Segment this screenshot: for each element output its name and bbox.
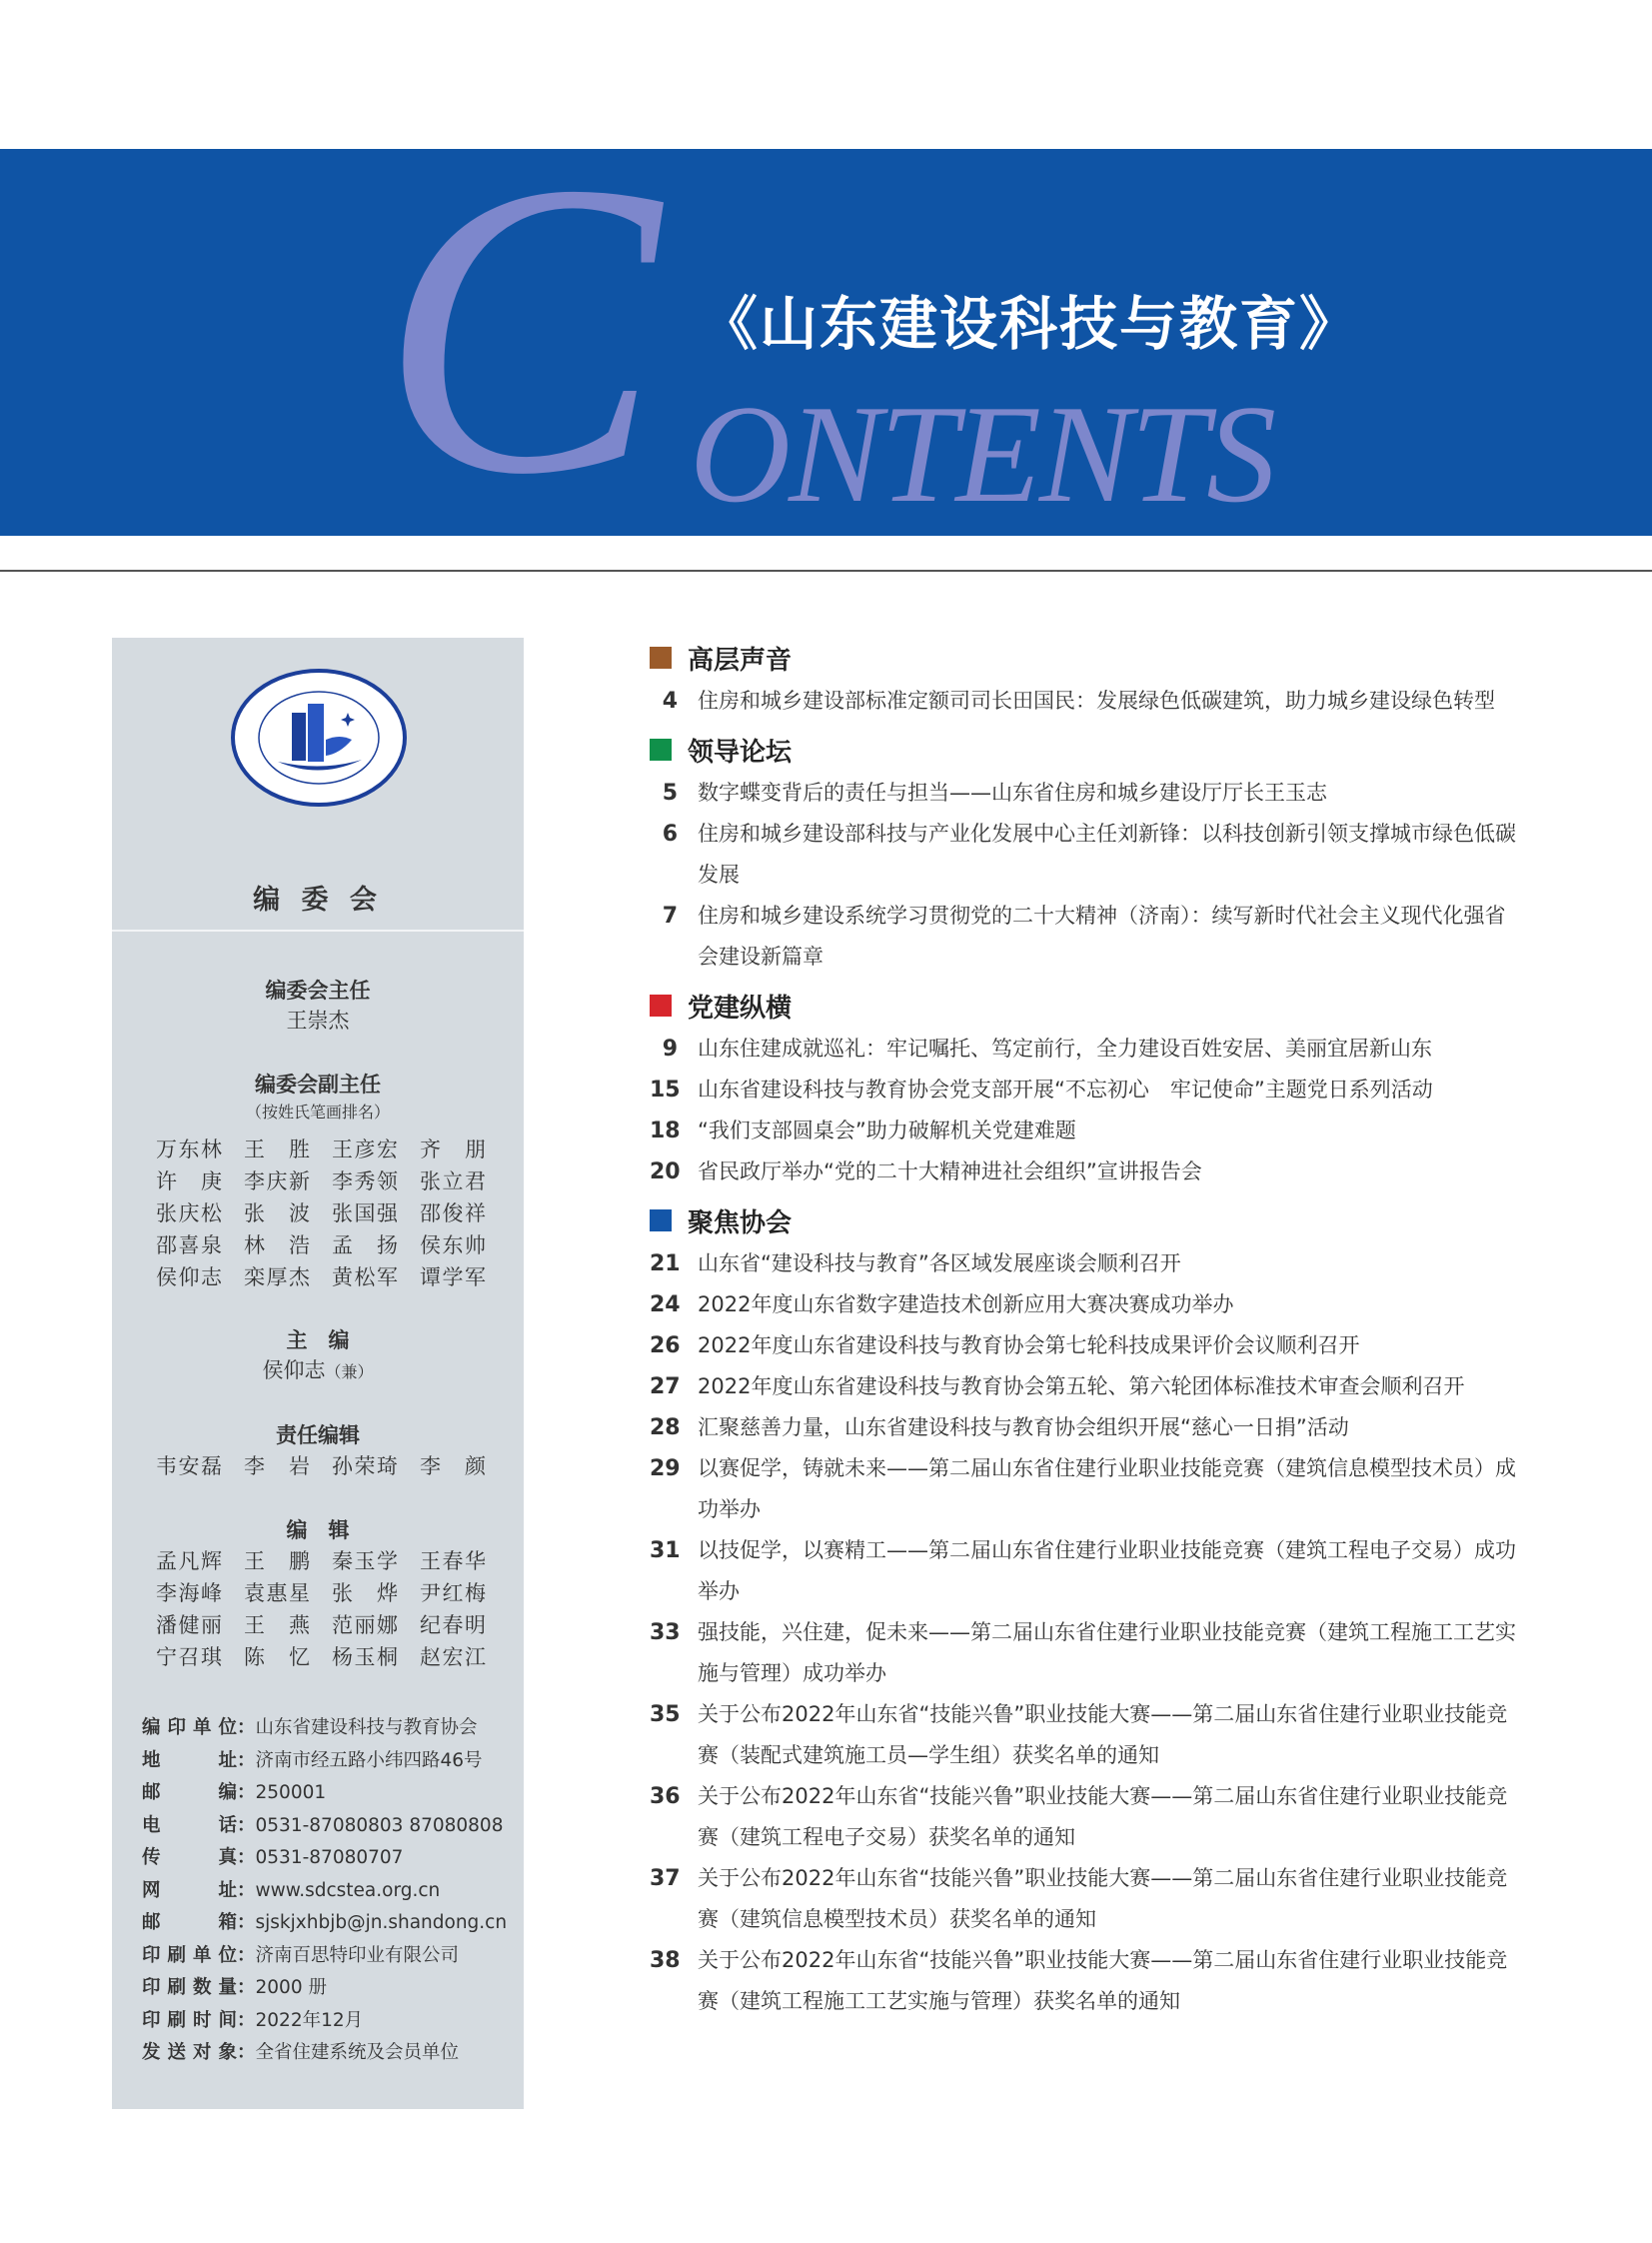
person-name: 秦玉学 <box>332 1549 398 1573</box>
person-name: 孟 扬 <box>332 1233 398 1257</box>
toc-entry[interactable] <box>650 1243 1529 1284</box>
toc-entry[interactable] <box>650 1366 1529 1407</box>
contents-banner <box>0 149 1652 536</box>
toc-entry[interactable] <box>650 1070 1529 1111</box>
info-label: 网址 <box>142 1879 237 1901</box>
info-colon: ： <box>237 1847 256 1868</box>
person-name: 李 颜 <box>420 1454 486 1478</box>
vice-note: （按姓氏笔画排名） <box>245 1103 390 1122</box>
category-title: 高层声音 <box>688 645 793 676</box>
publication-info <box>142 1712 507 2070</box>
entry-title: 以技促学，以赛精工——第二届山东省住建行业职业技能竞赛（建筑工程电子交易）成功举办 <box>698 1538 1516 1603</box>
page-number: 9 <box>662 1037 678 1062</box>
info-value: www.sdcstea.org.cn <box>255 1879 441 1901</box>
info-row <box>142 1712 507 1745</box>
name-row <box>156 1609 486 1641</box>
name-row <box>156 1197 486 1229</box>
toc-entry[interactable] <box>650 681 1529 722</box>
entry-title: 关于公布2022年山东省“技能兴鲁”职业技能大赛——第二届山东省住建行业职业技能竞赛（建筑工程施工工艺实施与管理）获奖名单的通知 <box>698 1948 1508 2013</box>
entry-title: 住房和城乡建设部标准定额司司长田国民：发展绿色低碳建筑，助力城乡建设绿色转型 <box>698 689 1495 713</box>
name-row <box>156 1261 486 1293</box>
vice-heading: 编委会副主任 <box>255 1073 381 1097</box>
contents-big-letter: C <box>380 149 661 536</box>
info-row <box>142 1940 507 1973</box>
info-value: 济南市经五路小纬四路46号 <box>255 1749 483 1771</box>
person-name: 黄松军 <box>332 1265 398 1289</box>
person-name: 王 燕 <box>244 1613 310 1637</box>
entry-title: 山东省“建设科技与教育”各区域发展座谈会顺利召开 <box>698 1251 1181 1275</box>
person-name: 韦安磊 <box>156 1454 222 1478</box>
panel-divider <box>112 930 524 932</box>
info-row <box>142 2037 507 2070</box>
page-number: 5 <box>662 781 678 806</box>
info-colon: ： <box>237 1749 256 1771</box>
info-colon: ： <box>237 1912 256 1933</box>
page-number: 27 <box>650 1374 681 1399</box>
person-name: 孙荣琦 <box>332 1454 398 1478</box>
page-number: 33 <box>650 1620 681 1645</box>
page-number: 24 <box>650 1292 681 1317</box>
person-name: 栾厚杰 <box>244 1265 310 1289</box>
person-name: 纪春明 <box>420 1613 486 1637</box>
magazine-title: 《山东建设科技与教育》 <box>700 290 1360 358</box>
person-name: 张 波 <box>244 1201 310 1225</box>
toc-category <box>650 638 1529 678</box>
person-name: 张立君 <box>420 1169 486 1193</box>
person-name: 陈 忆 <box>244 1645 310 1669</box>
person-name: 李海峰 <box>156 1581 222 1605</box>
info-value: 0531-87080707 <box>255 1847 404 1868</box>
toc-entry[interactable] <box>650 1111 1529 1151</box>
toc-entry[interactable] <box>650 1530 1529 1612</box>
person-name: 张国强 <box>332 1201 398 1225</box>
info-colon: ： <box>237 2009 256 2031</box>
page-number: 18 <box>650 1119 681 1143</box>
entry-title: 关于公布2022年山东省“技能兴鲁”职业技能大赛——第二届山东省住建行业职业技能竞赛（建筑工程电子交易）获奖名单的通知 <box>698 1784 1508 1849</box>
page-number: 35 <box>650 1702 681 1727</box>
toc-entry[interactable] <box>650 1325 1529 1366</box>
editorial-board-panel <box>112 638 524 2109</box>
info-colon: ： <box>237 1879 256 1901</box>
info-value: 2000 册 <box>255 1977 327 1998</box>
entry-title: 以赛促学，铸就未来——第二届山东省住建行业职业技能竞赛（建筑信息模型技术员）成功举办 <box>698 1456 1516 1521</box>
entry-title: 汇聚慈善力量，山东省建设科技与教育协会组织开展“慈心一日捐”活动 <box>698 1415 1349 1439</box>
editors-heading: 编 辑 <box>286 1518 350 1542</box>
page-number: 26 <box>650 1333 681 1358</box>
info-label: 邮编 <box>142 1782 237 1803</box>
name-row <box>156 1165 486 1197</box>
info-row <box>142 1777 507 1810</box>
category-title: 聚焦协会 <box>688 1207 793 1238</box>
contents-word: ONTENTS <box>690 377 1275 532</box>
director-heading: 编委会主任 <box>265 979 371 1003</box>
entry-title: 数字蝶变背后的责任与担当——山东省住房和城乡建设厅厅长王玉志 <box>698 781 1327 805</box>
person-name: 孟凡辉 <box>156 1549 222 1573</box>
board-title: 编 委 会 <box>253 885 383 916</box>
page-number: 20 <box>650 1159 681 1184</box>
person-name: 侯仰志 <box>156 1265 222 1289</box>
page-number: 37 <box>650 1866 681 1891</box>
info-value: 0531-87080803 87080808 <box>255 1814 504 1836</box>
page-number: 4 <box>662 689 678 714</box>
toc-entry[interactable] <box>650 1407 1529 1448</box>
editors-section <box>112 1515 524 1545</box>
name-row <box>156 1133 486 1165</box>
toc-entry[interactable] <box>650 1858 1529 1940</box>
entry-title: 省民政厅举办“党的二十大精神进社会组织”宣讲报告会 <box>698 1159 1202 1183</box>
divider <box>0 570 1652 572</box>
info-value: 2022年12月 <box>255 2009 364 2031</box>
toc-entry[interactable] <box>650 1776 1529 1858</box>
info-value: 全省住建系统及会员单位 <box>255 2042 460 2063</box>
person-name: 许 庚 <box>156 1169 222 1193</box>
info-label: 印刷时间 <box>142 2009 237 2031</box>
person-name: 潘健丽 <box>156 1613 222 1637</box>
category-square-icon <box>650 739 672 761</box>
entry-title: 住房和城乡建设部科技与产业化发展中心主任刘新锋：以科技创新引领支撑城市绿色低碳发展 <box>698 822 1516 887</box>
toc-category <box>650 1200 1529 1240</box>
category-title: 党建纵横 <box>688 993 793 1024</box>
info-row <box>142 1875 507 1908</box>
info-label: 邮箱 <box>142 1912 237 1933</box>
chief-suffix: （兼） <box>325 1362 374 1381</box>
info-label: 编印单位 <box>142 1717 237 1738</box>
toc-entry[interactable] <box>650 814 1529 896</box>
person-name: 齐 朋 <box>420 1137 486 1161</box>
person-name: 邵俊祥 <box>420 1201 486 1225</box>
person-name: 李秀领 <box>332 1169 398 1193</box>
resp-heading: 责任编辑 <box>276 1423 360 1447</box>
resp-section <box>112 1420 524 1450</box>
name-row <box>156 1229 486 1261</box>
person-name: 杨玉桐 <box>332 1645 398 1669</box>
page-number: 7 <box>662 904 678 929</box>
vice-names <box>156 1133 486 1293</box>
person-name: 万东林 <box>156 1137 222 1161</box>
info-value: sjskjxhbjb@jn.shandong.cn <box>255 1912 508 1933</box>
info-colon: ： <box>237 1944 256 1966</box>
category-title: 领导论坛 <box>688 737 793 768</box>
page-number: 21 <box>650 1251 681 1276</box>
info-label: 电话 <box>142 1814 237 1836</box>
entry-title: 2022年度山东省数字建造技术创新应用大赛决赛成功举办 <box>698 1292 1234 1316</box>
entry-title: 2022年度山东省建设科技与教育协会第五轮、第六轮团体标准技术审查会顺利召开 <box>698 1374 1465 1398</box>
toc-entry[interactable] <box>650 773 1529 814</box>
vice-section <box>112 1070 524 1125</box>
page-number: 38 <box>650 1948 681 1973</box>
toc-entry[interactable] <box>650 1694 1529 1776</box>
person-name: 范丽娜 <box>332 1613 398 1637</box>
info-value: 250001 <box>255 1782 327 1803</box>
toc-entry[interactable] <box>650 1284 1529 1325</box>
name-row <box>156 1450 486 1482</box>
entry-title: 2022年度山东省建设科技与教育协会第七轮科技成果评价会议顺利召开 <box>698 1333 1360 1357</box>
person-name: 张庆松 <box>156 1201 222 1225</box>
info-label: 印刷数量 <box>142 1977 237 1998</box>
entry-title: “我们支部圆桌会”助力破解机关党建难题 <box>698 1119 1076 1142</box>
toc-entry[interactable] <box>650 1029 1529 1070</box>
person-name: 李 岩 <box>244 1454 310 1478</box>
table-of-contents <box>650 638 1529 2022</box>
person-name: 侯东帅 <box>420 1233 486 1257</box>
category-square-icon <box>650 995 672 1017</box>
person-name: 袁惠星 <box>244 1581 310 1605</box>
entry-title: 关于公布2022年山东省“技能兴鲁”职业技能大赛——第二届山东省住建行业职业技能竞赛（装配式建筑施工员—学生组）获奖名单的通知 <box>698 1702 1508 1767</box>
director-section <box>112 976 524 1036</box>
toc-category <box>650 986 1529 1026</box>
association-logo <box>230 668 408 808</box>
info-colon: ： <box>237 1977 256 1998</box>
entry-title: 住房和城乡建设系统学习贯彻党的二十大精神（济南）：续写新时代社会主义现代化强省会建设新篇章 <box>698 904 1506 969</box>
page-number: 6 <box>662 822 678 847</box>
category-square-icon <box>650 647 672 669</box>
person-name: 王春华 <box>420 1549 486 1573</box>
person-name: 谭学军 <box>420 1265 486 1289</box>
info-label: 印刷单位 <box>142 1944 237 1966</box>
info-colon: ： <box>237 1814 256 1836</box>
info-row <box>142 1907 507 1940</box>
person-name: 林 浩 <box>244 1233 310 1257</box>
toc-category <box>650 730 1529 770</box>
person-name: 张 烨 <box>332 1581 398 1605</box>
toc-entry[interactable] <box>650 1940 1529 2022</box>
person-name: 赵宏江 <box>420 1645 486 1669</box>
entry-title: 强技能，兴住建，促未来——第二届山东省住建行业职业技能竞赛（建筑工程施工工艺实施与管理）成功举办 <box>698 1620 1516 1685</box>
info-value: 山东省建设科技与教育协会 <box>255 1717 478 1738</box>
person-name: 宁召琪 <box>156 1645 222 1669</box>
name-row <box>156 1577 486 1609</box>
toc-entry[interactable] <box>650 1151 1529 1192</box>
info-row <box>142 1745 507 1778</box>
name-row <box>156 1545 486 1577</box>
entry-title: 山东住建成就巡礼：牢记嘱托、笃定前行，全力建设百姓安居、美丽宜居新山东 <box>698 1037 1432 1061</box>
person-name: 邵喜泉 <box>156 1233 222 1257</box>
toc-entry[interactable] <box>650 1448 1529 1530</box>
toc-entry[interactable] <box>650 896 1529 978</box>
info-label: 传真 <box>142 1847 237 1868</box>
info-colon: ： <box>237 1782 256 1803</box>
entry-title: 关于公布2022年山东省“技能兴鲁”职业技能大赛——第二届山东省住建行业职业技能竞赛（建筑信息模型技术员）获奖名单的通知 <box>698 1866 1508 1931</box>
entry-title: 山东省建设科技与教育协会党支部开展“不忘初心 牢记使命”主题党日系列活动 <box>698 1078 1433 1102</box>
category-square-icon <box>650 1209 672 1231</box>
info-colon: ： <box>237 2042 256 2063</box>
chief-name: 侯仰志 <box>262 1358 326 1382</box>
info-row <box>142 1810 507 1843</box>
page-number: 15 <box>650 1078 681 1103</box>
chief-heading: 主 编 <box>286 1328 350 1352</box>
info-row <box>142 2005 507 2038</box>
person-name: 尹红梅 <box>420 1581 486 1605</box>
toc-entry[interactable] <box>650 1612 1529 1694</box>
person-name: 王彦宏 <box>332 1137 398 1161</box>
director-name: 王崇杰 <box>286 1009 350 1033</box>
chief-section <box>112 1325 524 1387</box>
info-colon: ： <box>237 1717 256 1738</box>
person-name: 王 鹏 <box>244 1549 310 1573</box>
info-row <box>142 1972 507 2005</box>
page-number: 28 <box>650 1415 681 1440</box>
page-number: 29 <box>650 1456 681 1481</box>
person-name: 李庆新 <box>244 1169 310 1193</box>
info-row <box>142 1842 507 1875</box>
info-value: 济南百思特印业有限公司 <box>255 1944 460 1966</box>
editors-names <box>156 1545 486 1673</box>
page-number: 31 <box>650 1538 681 1563</box>
name-row <box>156 1641 486 1673</box>
resp-names <box>156 1450 486 1482</box>
info-label: 地址 <box>142 1749 237 1771</box>
person-name: 王 胜 <box>244 1137 310 1161</box>
page-number: 36 <box>650 1784 681 1809</box>
info-label: 发送对象 <box>142 2042 237 2063</box>
